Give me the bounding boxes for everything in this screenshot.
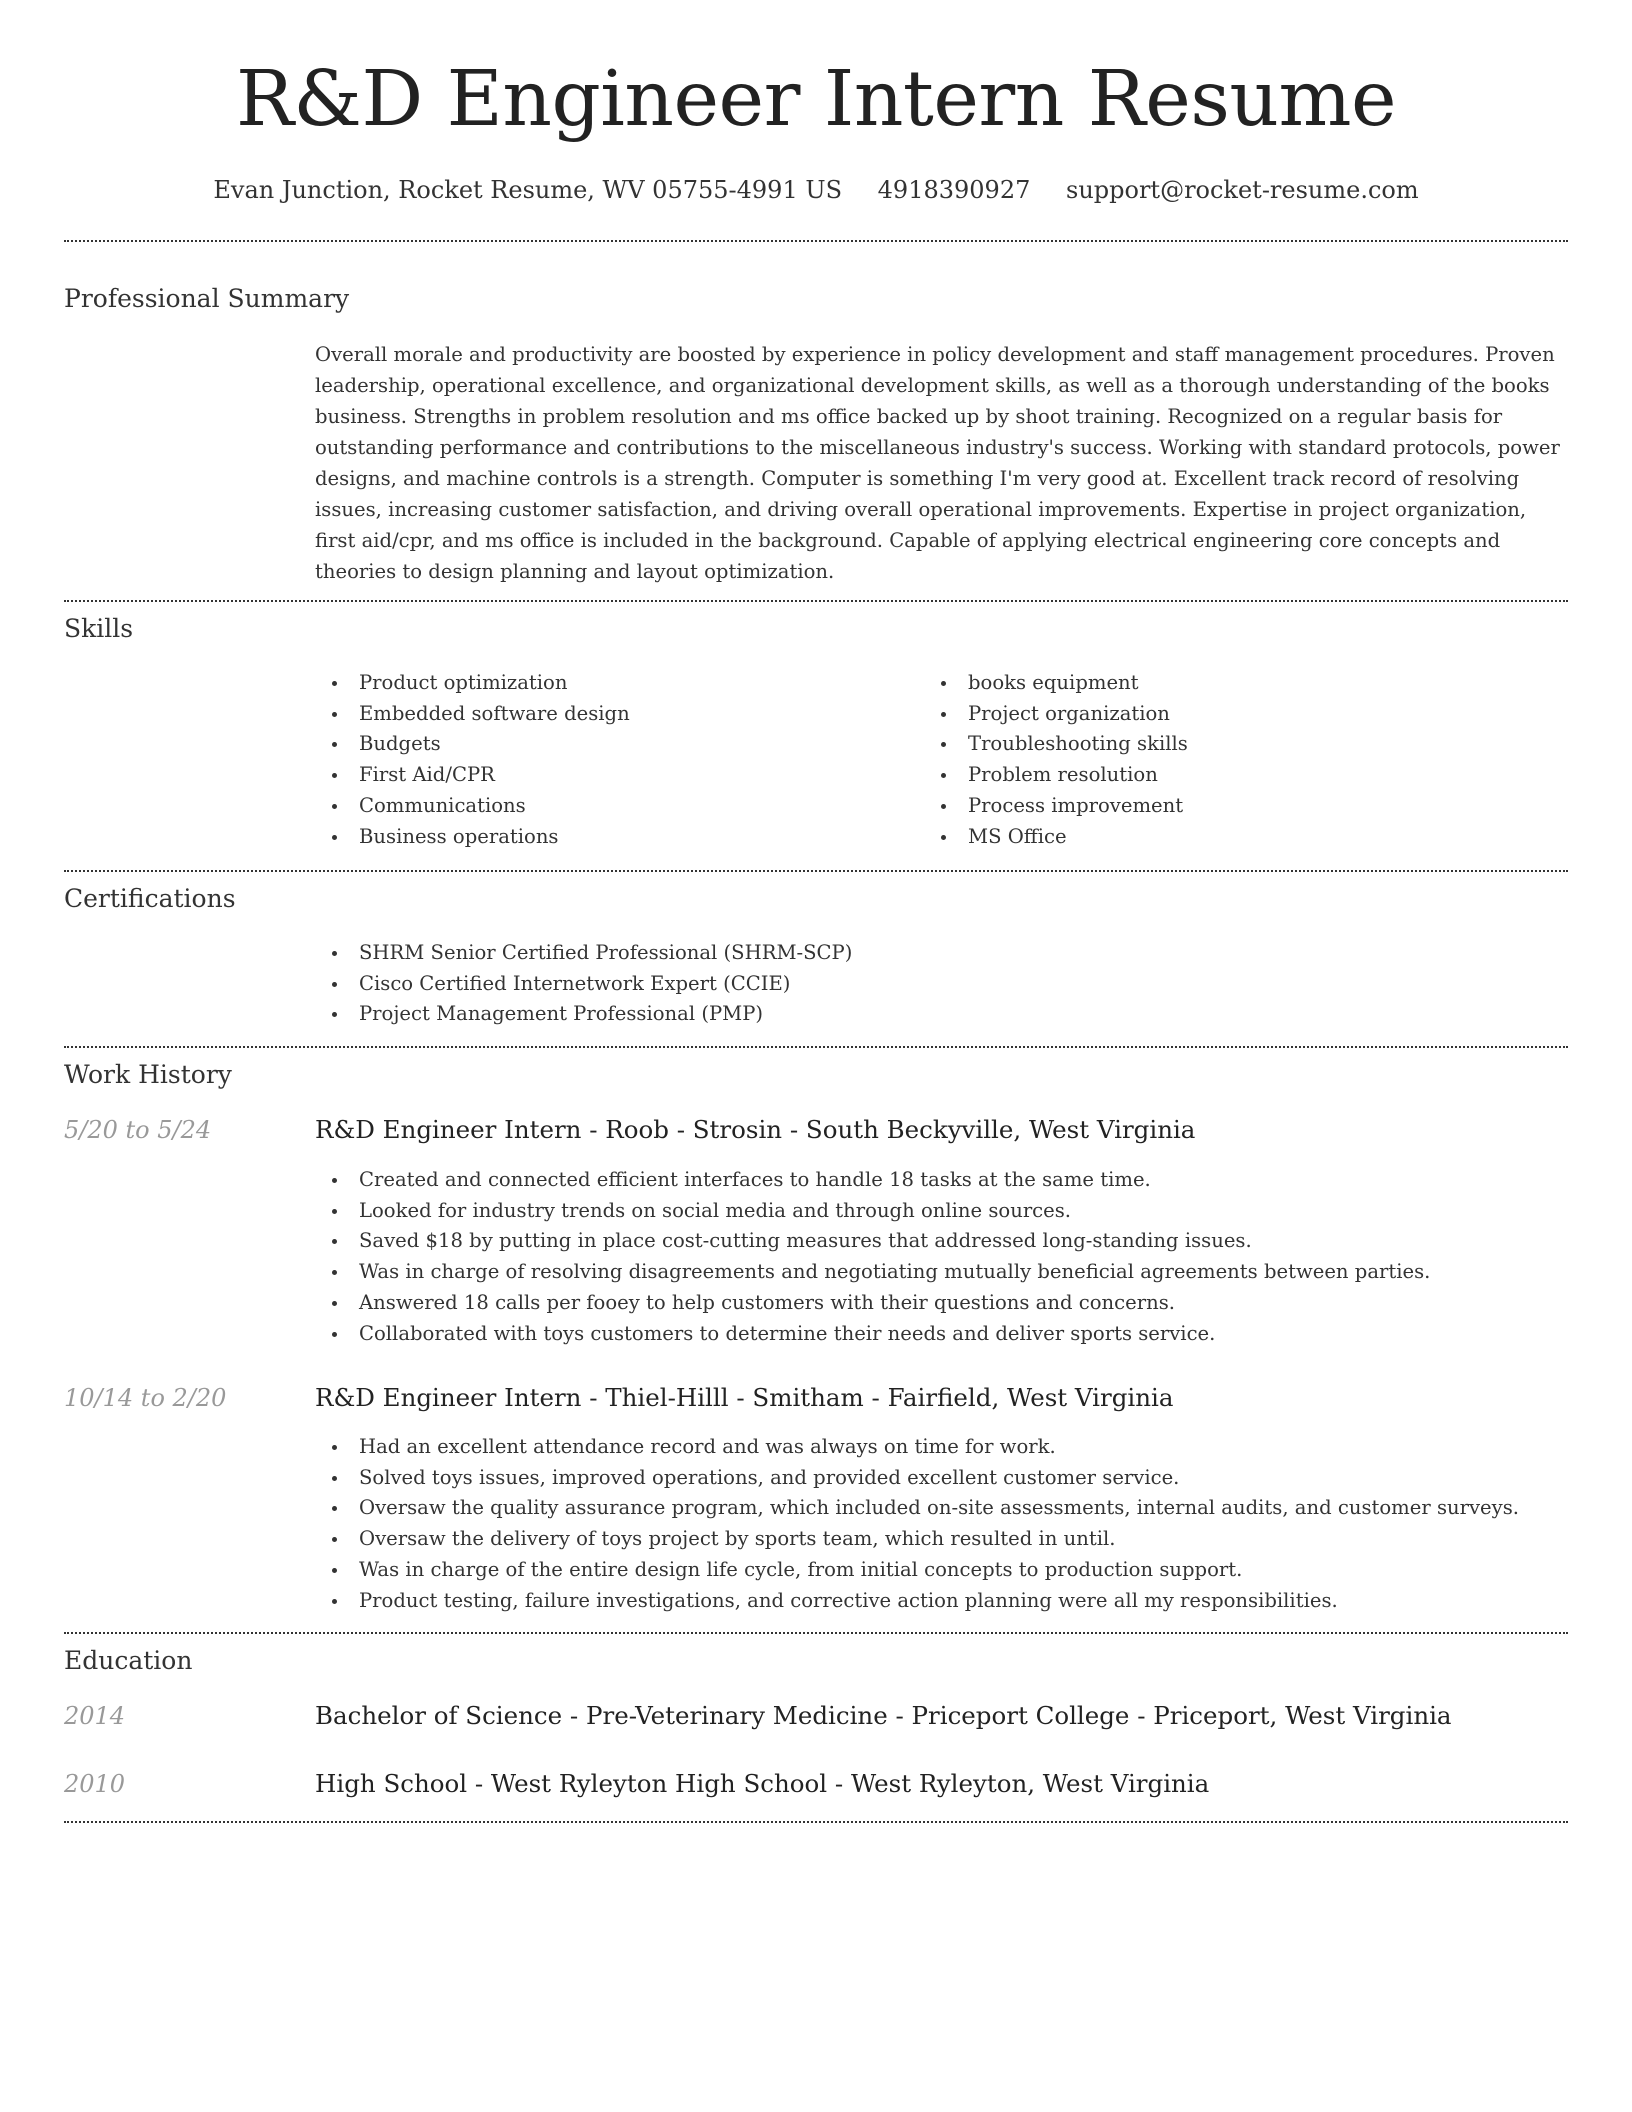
job-bullet: Oversaw the delivery of toys project by sports team, which resulted in until. xyxy=(315,1524,1519,1555)
job-bullet: Product testing, failure investigations, and corrective action planning were all my responsibilities. xyxy=(315,1586,1519,1617)
divider xyxy=(64,600,1568,602)
skills-list-left xyxy=(315,668,630,852)
job-bullet: Oversaw the quality assurance program, which included on-site assessments, internal audits, and customer surveys. xyxy=(315,1493,1519,1524)
education-year: 2014 xyxy=(64,1702,126,1730)
summary-heading: Professional Summary xyxy=(64,284,350,313)
certification-item: Project Management Professional (PMP) xyxy=(315,999,852,1030)
certification-item: SHRM Senior Certified Professional (SHRM-SCP) xyxy=(315,938,852,969)
contact-address: Evan Junction, Rocket Resume, WV 05755-4991 US xyxy=(213,176,843,204)
work-history-heading: Work History xyxy=(64,1060,232,1089)
job-bullets xyxy=(315,1432,1519,1616)
divider xyxy=(64,1821,1568,1823)
education-heading: Education xyxy=(64,1646,193,1675)
job-bullet: Looked for industry trends on social media and through online sources. xyxy=(315,1196,1430,1227)
contact-phone: 4918390927 xyxy=(877,176,1031,204)
skill-item: MS Office xyxy=(924,822,1188,853)
divider xyxy=(64,1046,1568,1048)
job-dates: 5/20 to 5/24 xyxy=(64,1116,212,1144)
job-dates: 10/14 to 2/20 xyxy=(64,1384,227,1412)
education-entry: Bachelor of Science - Pre-Veterinary Medicine - Priceport College - Priceport, West Virginia xyxy=(315,1701,1452,1730)
divider xyxy=(64,870,1568,872)
education-year: 2010 xyxy=(64,1770,126,1798)
skill-item: Process improvement xyxy=(924,791,1188,822)
job-bullet: Was in charge of resolving disagreements and negotiating mutually beneficial agreements between parties. xyxy=(315,1257,1430,1288)
skill-item: Project organization xyxy=(924,699,1188,730)
job-bullet: Had an excellent attendance record and was always on time for work. xyxy=(315,1432,1519,1463)
job-bullet: Answered 18 calls per fooey to help customers with their questions and concerns. xyxy=(315,1288,1430,1319)
divider xyxy=(64,1632,1568,1634)
skills-list-right xyxy=(924,668,1188,852)
job-bullet: Was in charge of the entire design life cycle, from initial concepts to production support. xyxy=(315,1555,1519,1586)
education-entry: High School - West Ryleyton High School - West Ryleyton, West Virginia xyxy=(315,1769,1210,1798)
skill-item: Problem resolution xyxy=(924,760,1188,791)
divider xyxy=(64,240,1568,242)
resume-title: R&D Engineer Intern Resume xyxy=(235,55,1397,144)
skill-item: books equipment xyxy=(924,668,1188,699)
skill-item: Communications xyxy=(315,791,630,822)
skill-item: Embedded software design xyxy=(315,699,630,730)
skill-item: First Aid/CPR xyxy=(315,760,630,791)
job-bullet: Saved $18 by putting in place cost-cutting measures that addressed long-standing issues. xyxy=(315,1226,1430,1257)
job-heading: R&D Engineer Intern - Thiel-Hilll - Smitham - Fairfield, West Virginia xyxy=(315,1383,1174,1412)
skill-item: Troubleshooting skills xyxy=(924,729,1188,760)
job-heading: R&D Engineer Intern - Roob - Strosin - South Beckyville, West Virginia xyxy=(315,1115,1196,1144)
job-bullet: Collaborated with toys customers to determine their needs and deliver sports service. xyxy=(315,1319,1430,1350)
summary-text: Overall morale and productivity are boosted by experience in policy development and staff management procedures. Proven leadership, operational excellence, and organizational development skills, as well as a thorough understanding of the books business. Strengths in problem resolution and ms office backed up by shoot training. Recognized on a regular basis for outstanding performance and contributions to the miscellaneous industry's success. Working with standard protocols, power designs, and machine controls is a strength. Computer is something I'm very good at. Excellent track record of resolving issues, increasing customer satisfaction, and driving overall operational improvements. Expertise in project organization, first aid/cpr, and ms office is included in the background. Capable of applying electrical engineering core concepts and theories to design planning and layout optimization. xyxy=(315,343,1560,583)
certifications-list xyxy=(315,938,852,1030)
certification-item: Cisco Certified Internetwork Expert (CCIE) xyxy=(315,969,852,1000)
skills-heading: Skills xyxy=(64,614,134,643)
job-bullet: Solved toys issues, improved operations, and provided excellent customer service. xyxy=(315,1463,1519,1494)
job-bullet: Created and connected efficient interfaces to handle 18 tasks at the same time. xyxy=(315,1165,1430,1196)
skill-item: Business operations xyxy=(315,822,630,853)
certifications-heading: Certifications xyxy=(64,884,236,913)
skill-item: Budgets xyxy=(315,729,630,760)
contact-email: support@rocket-resume.com xyxy=(1066,176,1419,204)
skill-item: Product optimization xyxy=(315,668,630,699)
contact-line xyxy=(64,170,1568,210)
job-bullets xyxy=(315,1165,1430,1349)
